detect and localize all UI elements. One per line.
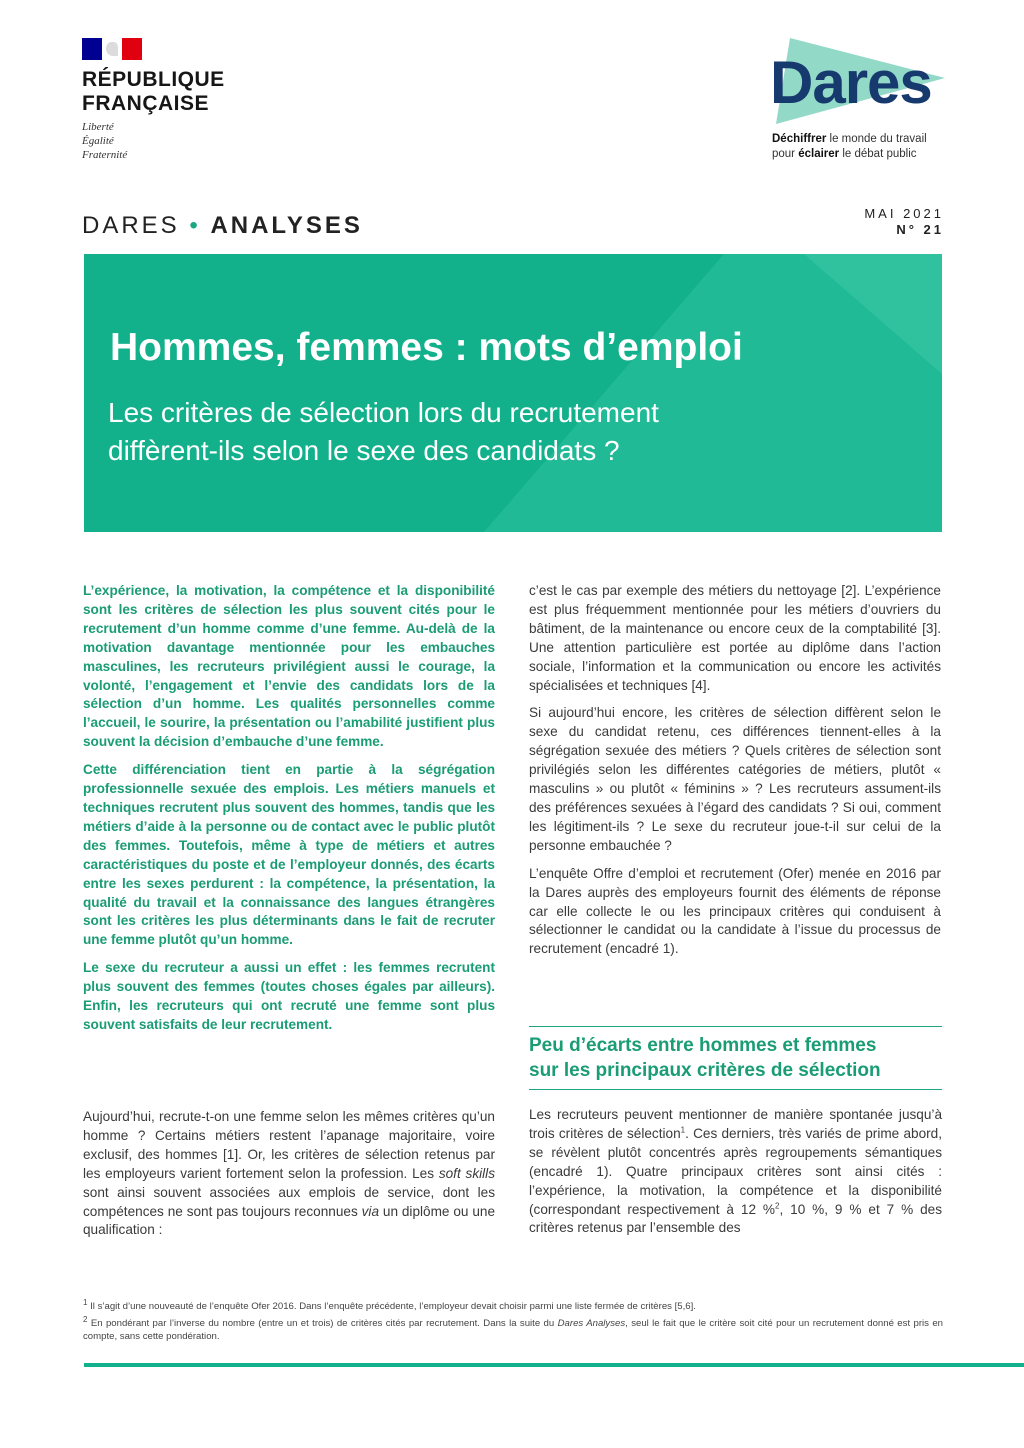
right-paragraph-2: Si aujourd’hui encore, les critères de sélection diffèrent selon le sexe du candidat retenu, ces différences tiennent-elles à la ségrégation sexuée des métiers ? Quels critères de sélection sont privilégiés selon les différentes catégories de métiers, plutôt « masculins » ou plutôt « féminins » ? Les recruteurs assument-ils des préférences sexuées à l’égard des candidats ? Si oui, comment les légitiment-ils ? Le sexe du recruteur joue-t-il sur celui de la personne embauchée ? <box>529 705 941 853</box>
tagline-monde: le monde du travail <box>826 133 927 145</box>
footnote-1-text: Il s’agit d’une nouveauté de l’enquête Ofer 2016. Dans l’enquête précédente, l’employeur devait choisir parmi une liste fermée de critères [5,6]. <box>87 1301 696 1312</box>
footnote-1 <box>83 1297 943 1314</box>
tagline-pour: pour <box>772 148 799 160</box>
page-subtitle <box>108 394 659 470</box>
subtitle-line2: diffèrent-ils selon le sexe des candidats ? <box>108 435 620 466</box>
series-dares: DARES <box>82 212 180 239</box>
dares-logo <box>770 36 950 166</box>
republique-motto <box>82 120 225 162</box>
tagline-eclairer: éclairer <box>798 148 840 160</box>
right-body-paragraph <box>529 1106 942 1238</box>
footnotes <box>83 1297 943 1347</box>
footnote-2-text-a: En pondérant par l’inverse du nombre (entre un et trois) de critères cités par recrutement. Dans la suite du <box>87 1317 558 1329</box>
footnote-ref-2: 2 <box>775 1201 780 1210</box>
right-paragraph-3: L’enquête Offre d’emploi et recrutement (Ofer) menée en 2016 par la Dares auprès des employeurs fournit des éléments de réponse car elle collecte le ou les principaux critères qui conduisent à sélectionner le candidat ou la candidate à l’issue du processus de recrutement (encadré 1). <box>529 865 941 957</box>
intro-paragraph-2: Cette différenciation tient en partie à la ségrégation professionnelle sexuée des emplois. Les métiers manuels et techniques recrutent plus souvent des hommes, tandis que les métiers d’aide à la personne ou de contact avec le public plutôt des femmes. Toutefois, même à type de métiers et autres caractéristiques du poste et de l’employeur donnés, des écarts entre les sexes perdurent : la compétence, la présentation, la qualité du travail et la connaissance des langues étrangères sont les critères les plus déterminants dans le fait de recruter une femme plutôt qu’un homme. <box>83 762 495 948</box>
tagline-dechiffrer: Déchiffrer <box>772 133 827 145</box>
left-body-text <box>83 1108 495 1240</box>
series-title <box>82 212 363 240</box>
issue-info <box>864 206 944 238</box>
soft-skills-term: soft skills <box>438 1165 495 1181</box>
section-heading-line2: sur les principaux critères de sélection <box>529 1060 881 1081</box>
series-dot: • <box>189 212 201 239</box>
subtitle-line1: Les critères de sélection lors du recrutement <box>108 397 659 428</box>
footnote-2-mark: 2 <box>83 1314 88 1324</box>
banner-decoration <box>84 254 942 532</box>
bottom-divider <box>84 1363 1024 1367</box>
issue-date: MAI 2021 <box>864 206 944 221</box>
right-body-part-b: . Ces derniers, très variés de prime abord, se révèlent plutôt concentrés après regroupements sémantiques (encadré 1). Quatre principaux critères sont ainsi cités : l’expérience, la motivation, la compétence et la disponibilité (correspondant respectivement à 12 % <box>529 1125 942 1217</box>
left-body-paragraph <box>83 1108 495 1240</box>
rf-name-line1: RÉPUBLIQUE <box>82 68 225 91</box>
via-term: via <box>361 1203 380 1219</box>
section-heading-line1: Peu d’écarts entre hommes et femmes <box>529 1035 877 1056</box>
dares-wordmark: Dares <box>770 49 932 116</box>
motto-liberte: Liberté <box>82 121 114 133</box>
tagline-debat: le débat public <box>839 148 917 160</box>
section-heading <box>529 1026 942 1090</box>
dares-tagline <box>772 132 927 162</box>
footnote-2 <box>83 1314 943 1344</box>
left-body-part-a: Aujourd’hui, recrute-t-on une femme selon les mêmes critères qu’un homme ? Certains métiers restent l’apanage majoritaire, voire exclusif, des hommes [1]. Or, les critères de sélection retenus par les employeurs varient fortement selon la profession. Les <box>83 1109 495 1181</box>
marianne-flag-icon <box>82 38 142 60</box>
series-analyses: ANALYSES <box>210 212 363 239</box>
motto-fraternite: Fraternité <box>82 149 128 161</box>
intro-summary <box>83 582 495 1044</box>
title-banner <box>84 254 942 532</box>
footnote-2-text-b: , seul le fait que le critère soit cité pour un recrutement donné est pris en compte, sans cette pondération. <box>83 1317 943 1342</box>
right-body-text <box>529 1106 942 1238</box>
right-paragraph-1: c’est le cas par exemple des métiers du nettoyage [2]. L’expérience est plus fréquemment mentionnée pour les métiers d’ouvriers du bâtiment, de la maintenance ou encore ceux de la comptabilité [3]. Une attention particulière est portée au diplôme dans l’action sociale, l’information et la communication ou encore les activités spécialisées et techniques [4]. <box>529 583 941 693</box>
right-body-part-c: , 10 %, 9 % et 7 % des critères retenus par l’ensemble des <box>529 1201 942 1236</box>
footnote-1-mark: 1 <box>83 1297 88 1307</box>
republique-francaise-name <box>82 68 225 116</box>
republique-francaise-logo <box>82 38 225 162</box>
page-title: Hommes, femmes : mots d’emploi <box>110 326 743 369</box>
left-body-part-c: un diplôme ou une qualification : <box>83 1203 495 1238</box>
rf-name-line2: FRANÇAISE <box>82 92 210 115</box>
right-column-text <box>529 582 941 968</box>
motto-egalite: Égalité <box>82 135 114 147</box>
footnote-ref-1: 1 <box>680 1125 686 1135</box>
left-body-part-b: sont ainsi souvent associées aux emplois de service, dont les compétences ne sont pas toujours reconnues <box>83 1184 495 1219</box>
right-body-part-a: Les recruteurs peuvent mentionner de manière spontanée jusqu’à trois critères de sélection <box>529 1107 942 1141</box>
intro-paragraph-3: Le sexe du recruteur a aussi un effet : les femmes recrutent plus souvent des femmes (toutes choses égales par ailleurs). Enfin, les recruteurs qui ont recruté une femme sont plus souvent satisfaits de leur recrutement. <box>83 960 495 1032</box>
issue-number: N° 21 <box>896 222 944 237</box>
footnote-2-italic: Dares Analyses <box>557 1317 626 1329</box>
intro-paragraph-1: L’expérience, la motivation, la compétence et la disponibilité sont les critères de sélection les plus souvent cités pour le recrutement d’un homme comme d’une femme. Au-delà de la motivation davantage mentionnée pour les embauches masculines, les recruteurs privilégient aussi le courage, la volonté, l’engagement et l’envie des candidats lors de la sélection d’un homme. Les qualités personnelles comme l’accueil, le sourire, la présentation ou l’amabilité justifient plus souvent la décision d’embauche d’une femme. <box>83 583 495 750</box>
